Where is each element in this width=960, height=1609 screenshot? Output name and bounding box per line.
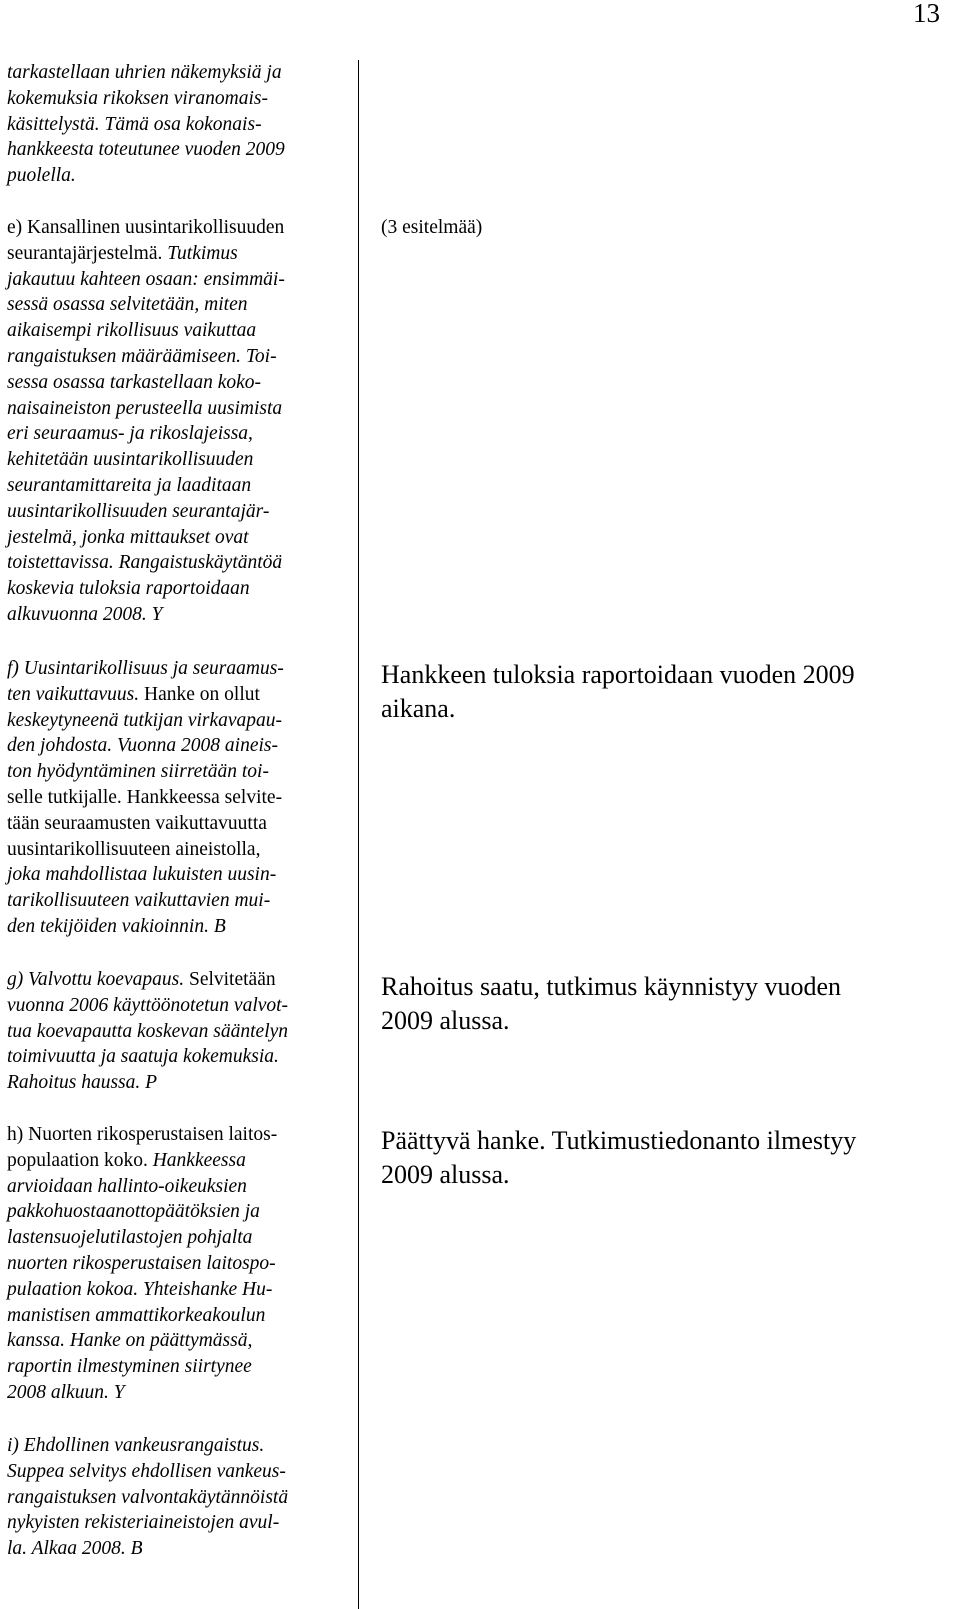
entry-f-title-line: ten vaikuttavuus. bbox=[7, 683, 140, 705]
entry-e-body-line: uusintarikollisuuden seurantajär- bbox=[7, 500, 270, 522]
entry-h-body-line: nuorten rikosperustaisen laitospo- bbox=[7, 1252, 276, 1274]
entry-i-body-line: la. Alkaa 2008. B bbox=[7, 1538, 143, 1560]
entry-f-body-line: joka mahdollistaa lukuisten uusin- bbox=[7, 864, 277, 886]
entry-e-body-line: rangaistuksen määräämiseen. Toi- bbox=[7, 345, 277, 367]
entry-d-line: hankkeesta toteutunee vuoden 2009 bbox=[7, 139, 285, 161]
entry-e-body-line: naisaineiston perusteella uusimista bbox=[7, 397, 283, 419]
note-g-line: 2009 alussa. bbox=[381, 1005, 510, 1035]
entry-g-body-line: toimivuutta ja saatuja kokemuksia. bbox=[7, 1046, 279, 1068]
entry-e-title-line: e) Kansallinen uusintarikollisuuden bbox=[7, 217, 285, 238]
entry-f-body-line: Hanke on ollut bbox=[139, 683, 260, 705]
entry-e-body-line: toistettavissa. Rangaistuskäytäntöä bbox=[7, 552, 283, 574]
entry-e-body-line: seurantamittareita ja laaditaan bbox=[7, 474, 252, 496]
note-h-line: 2009 alussa. bbox=[381, 1159, 510, 1189]
entry-e-title-line: seurantajärjestelmä. bbox=[7, 242, 163, 264]
entry-e-body-line: sessä osassa selvitetään, miten bbox=[7, 294, 248, 316]
entry-f-title-line: f) Uusintarikollisuus ja seuraamus- bbox=[7, 658, 284, 679]
entry-d-continuation bbox=[7, 60, 285, 189]
entry-g-title: g) Valvottu koevapaus. bbox=[7, 969, 185, 990]
note-f bbox=[381, 658, 941, 725]
entry-h-title-line: populaation koko. bbox=[7, 1149, 148, 1171]
note-e: (3 esitelmää) bbox=[381, 217, 483, 238]
entry-f-body-line: den tekijöiden vakioinnin. B bbox=[7, 915, 226, 937]
note-f-line: Hankkeen tuloksia raportoidaan vuoden 2009 bbox=[381, 660, 855, 689]
entry-e-body-line: sessa osassa tarkastellaan koko- bbox=[7, 371, 262, 393]
entry-e-body-line: eri seuraamus- ja rikoslajeissa, bbox=[7, 423, 253, 445]
entry-i-body-line: Suppea selvitys ehdollisen vankeus- bbox=[7, 1460, 286, 1482]
note-g bbox=[381, 970, 941, 1037]
entry-g-body-line: vuonna 2006 käyttöönotetun valvot- bbox=[7, 994, 289, 1016]
entry-e-body-line: kehitetään uusintarikollisuuden bbox=[7, 449, 254, 471]
note-h bbox=[381, 1124, 941, 1191]
entry-e-body-line: Tutkimus bbox=[162, 242, 238, 264]
entry-f-body-line: selle tutkijalle. Hankkeessa selvite- bbox=[7, 786, 283, 808]
page-number: 13 bbox=[913, 0, 940, 28]
entry-f bbox=[7, 656, 284, 940]
entry-h-body-line: raportin ilmestyminen siirtynee bbox=[7, 1356, 252, 1378]
entry-f-body-line: keskeytyneenä tutkijan virkavapau- bbox=[7, 709, 283, 731]
entry-e-body-line: jestelmä, jonka mittaukset ovat bbox=[7, 526, 249, 548]
entry-d-line: tarkastellaan uhrien näkemyksiä ja bbox=[7, 62, 282, 83]
entry-i bbox=[7, 1433, 288, 1562]
entry-f-body-line: ton hyödyntäminen siirretään toi- bbox=[7, 761, 269, 783]
entry-h-body-line: pakkohuostaanottopäätöksien ja bbox=[7, 1201, 260, 1223]
entry-e bbox=[7, 215, 285, 628]
entry-e-body-line: jakautuu kahteen osaan: ensimmäi- bbox=[7, 268, 285, 290]
note-g-line: Rahoitus saatu, tutkimus käynnistyy vuoden bbox=[381, 972, 842, 1001]
entry-h-body-line: Hankkeessa bbox=[147, 1149, 246, 1171]
entry-h-body-line: lastensuojelutilastojen pohjalta bbox=[7, 1227, 253, 1249]
entry-d-line: kokemuksia rikoksen viranomais- bbox=[7, 87, 269, 109]
entry-e-body-line: alkuvuonna 2008. Y bbox=[7, 603, 163, 625]
entry-i-body-line: rangaistuksen valvontakäytännöistä bbox=[7, 1486, 289, 1508]
entry-h-body-line: arvioidaan hallinto-oikeuksien bbox=[7, 1175, 247, 1197]
entry-d-line: käsittelystä. Tämä osa kokonais- bbox=[7, 113, 262, 135]
entry-g bbox=[7, 967, 288, 1096]
entry-g-body-line: Rahoitus haussa. P bbox=[7, 1072, 158, 1094]
entry-f-body-line: tään seuraamusten vaikuttavuutta bbox=[7, 812, 267, 834]
entry-h bbox=[7, 1122, 277, 1406]
entry-d-line: puolella. bbox=[7, 165, 76, 187]
entry-e-body-line: aikaisempi rikollisuus vaikuttaa bbox=[7, 320, 257, 342]
entry-h-body-line: manistisen ammattikorkeakoulun bbox=[7, 1304, 266, 1326]
entry-i-body-line: nykyisten rekisteriaineistojen avul- bbox=[7, 1512, 280, 1534]
entry-h-title-line: h) Nuorten rikosperustaisen laitos- bbox=[7, 1124, 278, 1145]
entry-f-body-line: den johdosta. Vuonna 2008 aineis- bbox=[7, 735, 278, 757]
entry-g-body-line: tua koevapautta koskevan sääntelyn bbox=[7, 1020, 289, 1042]
entry-i-title: i) Ehdollinen vankeusrangaistus. bbox=[7, 1435, 265, 1456]
note-f-line: aikana. bbox=[381, 693, 456, 723]
entry-h-body-line: kanssa. Hanke on päättymässä, bbox=[7, 1330, 253, 1352]
entry-e-body-line: koskevia tuloksia raportoidaan bbox=[7, 578, 250, 600]
entry-h-body-line: 2008 alkuun. Y bbox=[7, 1381, 125, 1403]
entry-f-body-line: uusintarikollisuuteen aineistolla, bbox=[7, 838, 261, 860]
note-h-line: Päättyvä hanke. Tutkimustiedonanto ilmestyy bbox=[381, 1126, 857, 1155]
column-divider bbox=[358, 60, 359, 1609]
entry-h-body-line: pulaation kokoa. Yhteishanke Hu- bbox=[7, 1278, 273, 1300]
entry-g-body-line: Selvitetään bbox=[184, 969, 276, 990]
entry-f-body-line: tarikollisuuteen vaikuttavien mui- bbox=[7, 890, 271, 912]
